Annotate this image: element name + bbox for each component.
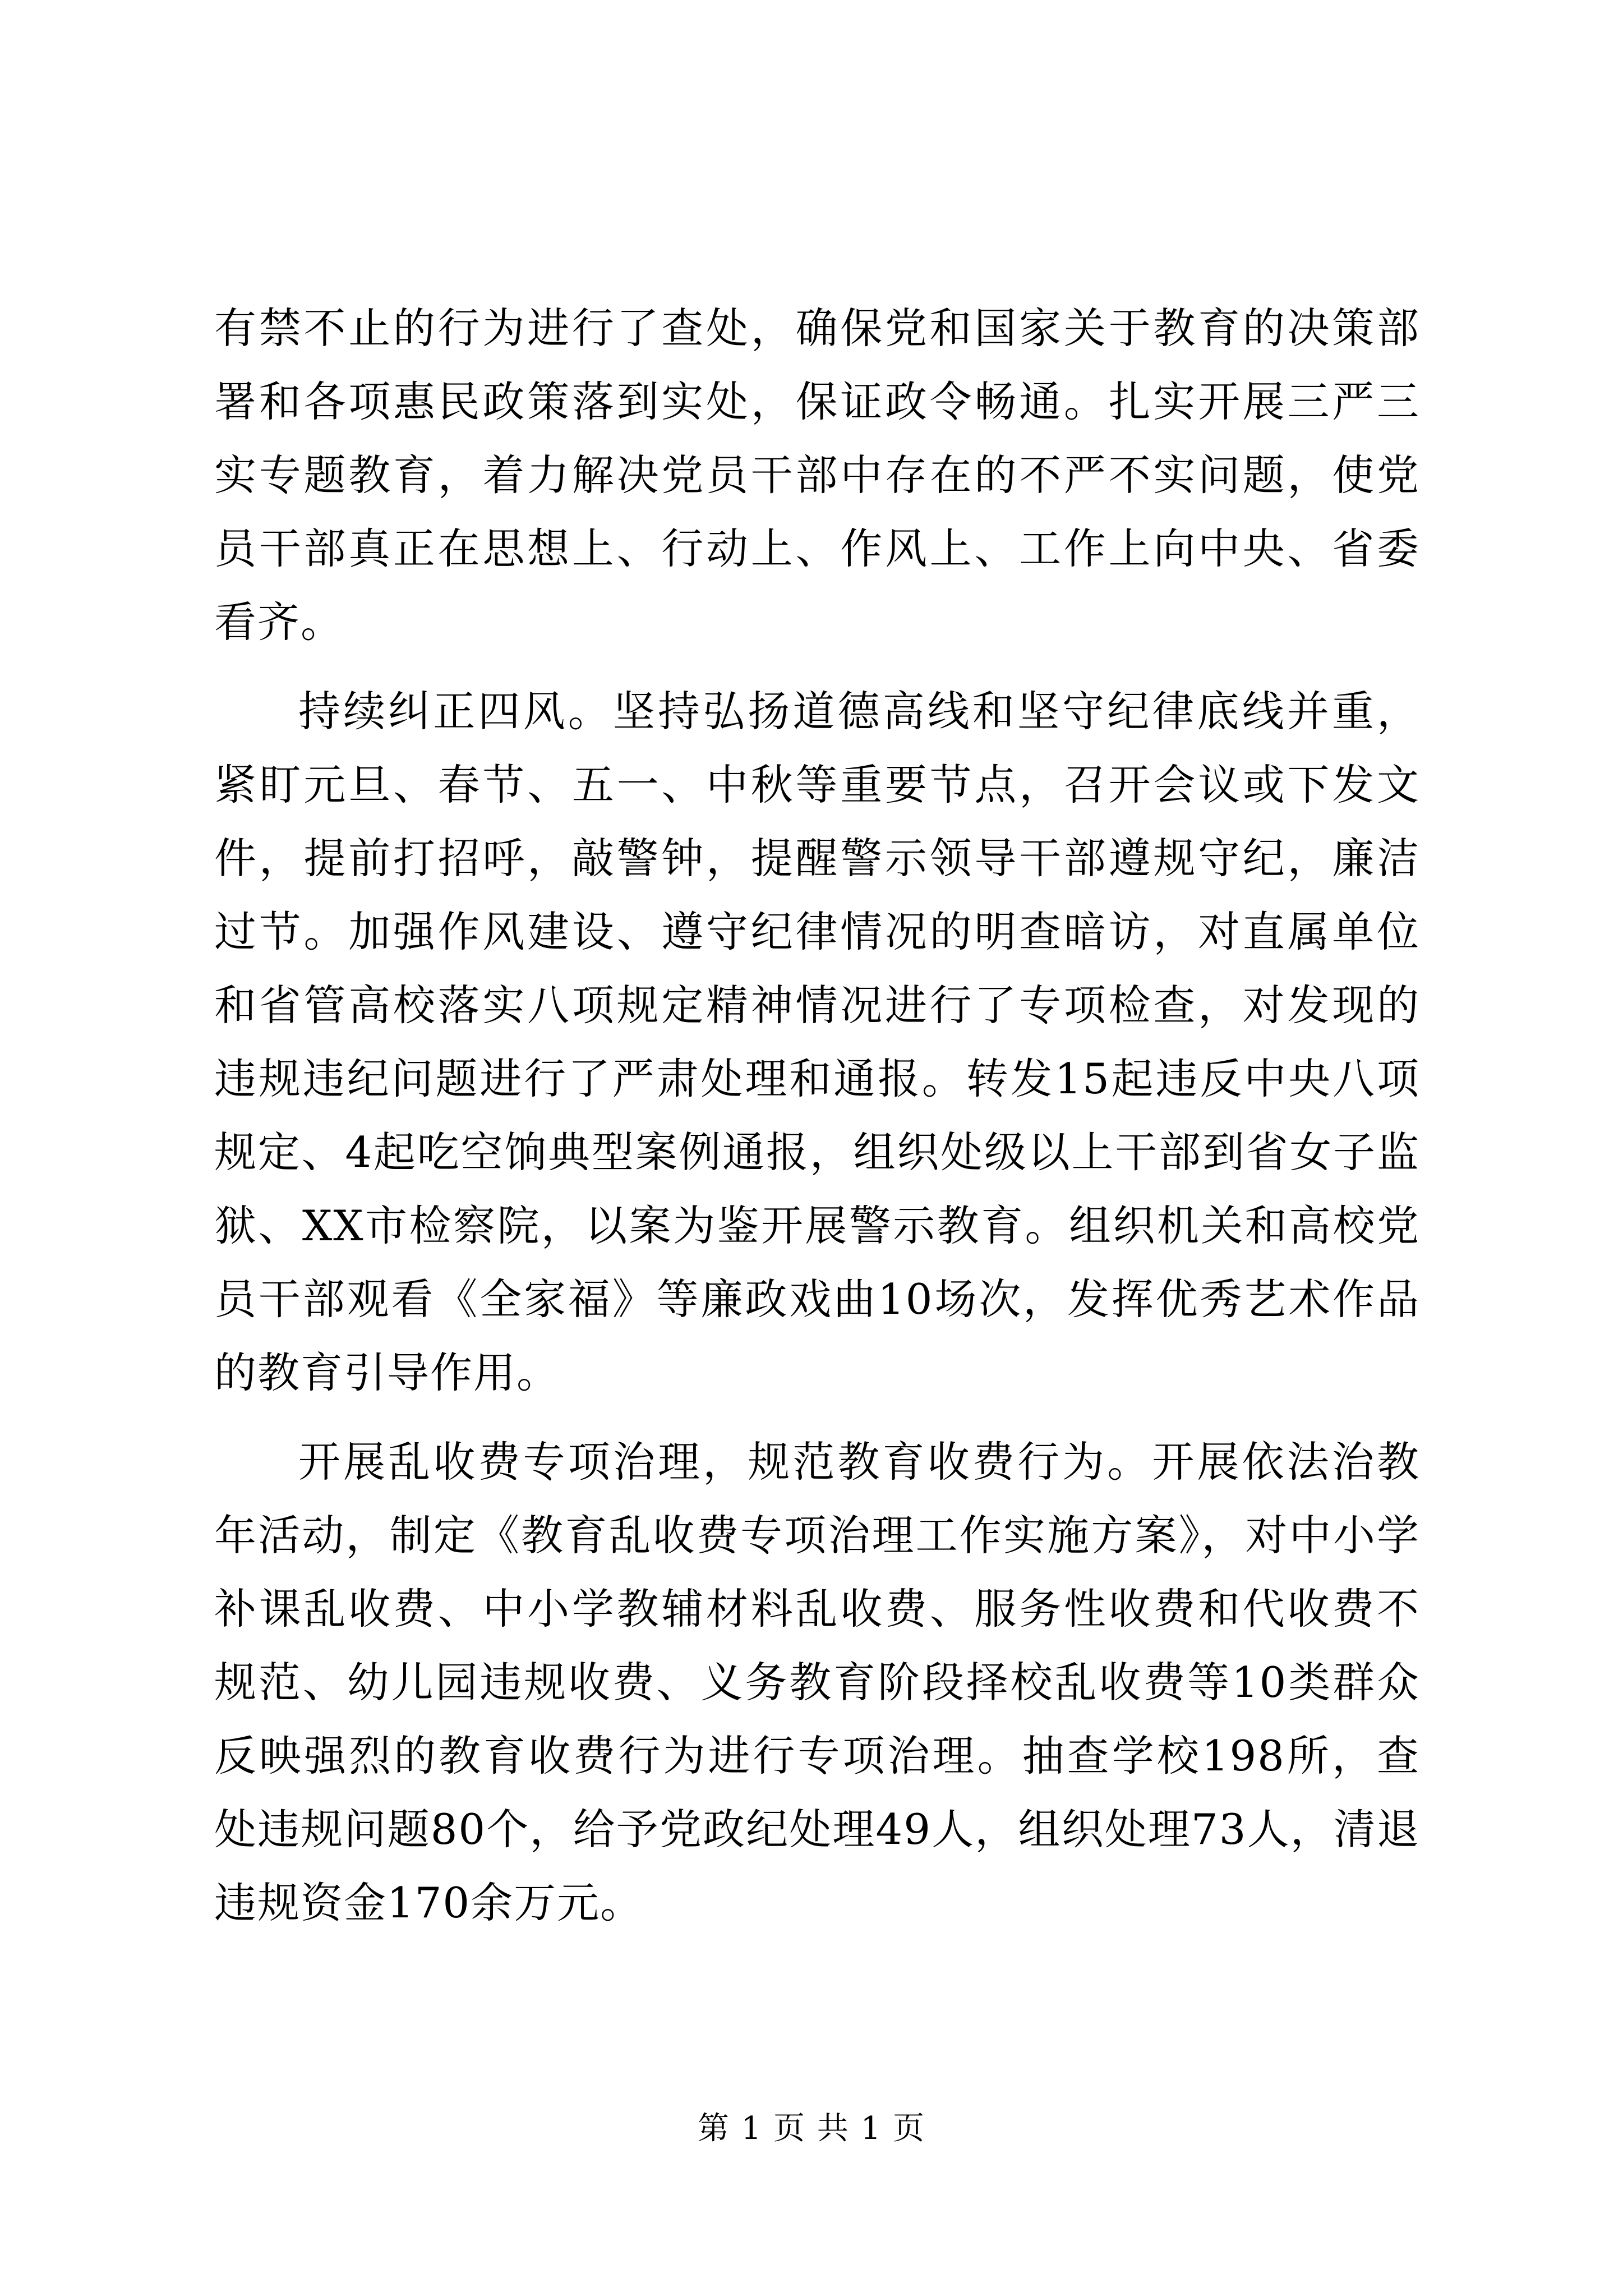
document-body [214, 292, 1420, 1940]
paragraph-3: 开展乱收费专项治理，规范教育收费行为。开展依法治教年活动，制定《教育乱收费专项治理工作实施方案》，对中小学补课乱收费、中小学教辅材料乱收费、服务性收费和代收费不规范、幼儿园违规收费、义务教育阶段择校乱收费等10类群众反映强烈的教育收费行为进行专项治理。抽查学校198所，查处违规问题80个，给予党政纪处理49人，组织处理73人，清退违规资金170余万元。 [214, 1437, 1420, 1927]
paragraph-1: 有禁不止的行为进行了查处，确保党和国家关于教育的决策部署和各项惠民政策落到实处，保证政令畅通。扎实开展三严三实专题教育，着力解决党员干部中存在的不严不实问题，使党员干部真正在思想上、行动上、作风上、工作上向中央、省委看齐。 [214, 303, 1420, 647]
page-footer: 第 1 页 共 1 页 [697, 2110, 926, 2147]
paragraph-2: 持续纠正四风。坚持弘扬道德高线和坚守纪律底线并重，紧盯元旦、春节、五一、中秋等重要节点，召开会议或下发文件，提前打招呼，敲警钟，提醒警示领导干部遵规守纪，廉洁过节。加强作风建设、遵守纪律情况的明查暗访，对直属单位和省管高校落实八项规定精神情况进行了专项检查，对发现的违规违纪问题进行了严肃处理和通报。转发15起违反中央八项规定、4起吃空饷典型案例通报，组织处级以上干部到省女子监狱、XX市检察院，以案为鉴开展警示教育。组织机关和高校党员干部观看《全家福》等廉政戏曲10场次，发挥优秀艺术作品的教育引导作用。 [214, 687, 1420, 1397]
